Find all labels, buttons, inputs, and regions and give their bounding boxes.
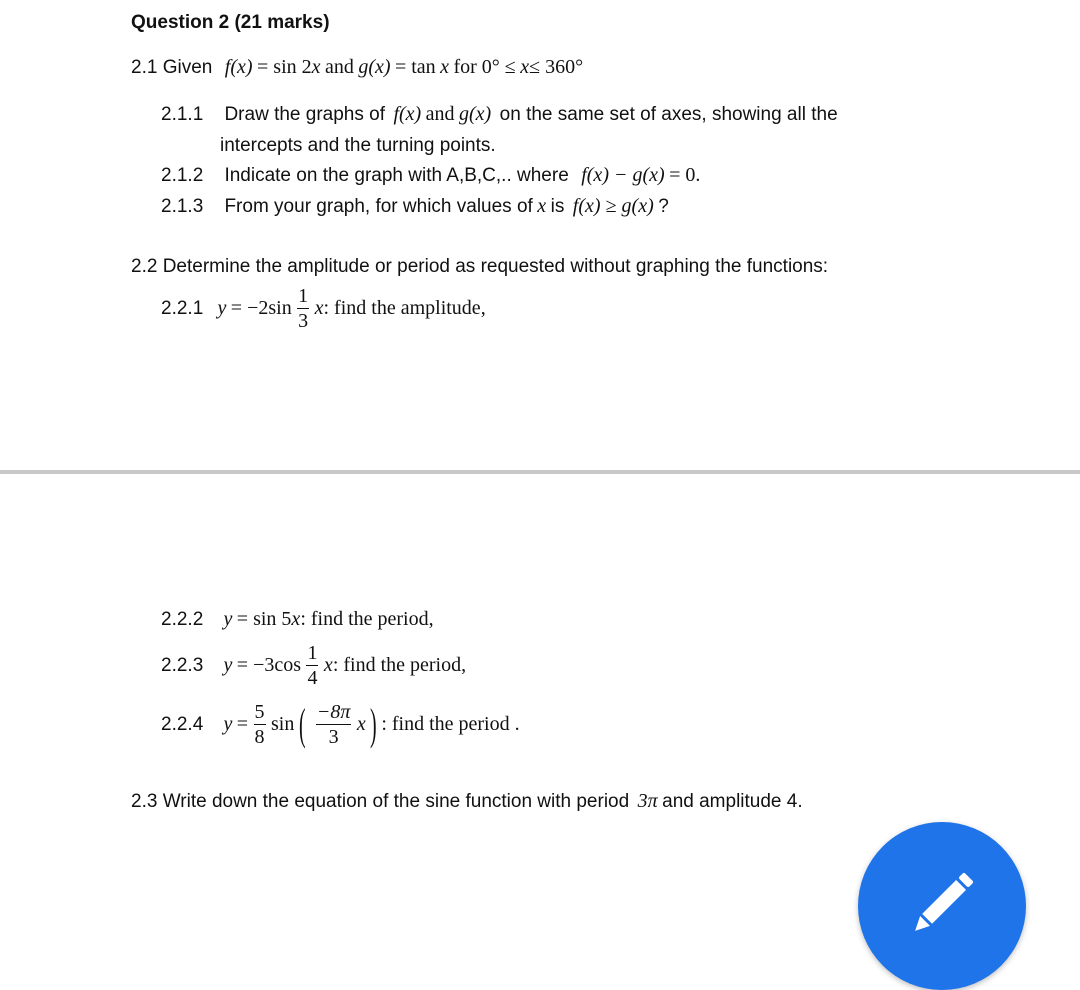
fx-symbol: f(x) [393,103,422,125]
domain-start: for 0° ≤ [453,56,516,78]
instruction: : find the period . [381,713,520,735]
variable-x: x [314,297,324,319]
item-2-2-4 [161,699,520,749]
item-number: 2.2.2 [161,609,204,630]
item-number: 2.1.1 [161,104,204,125]
variable-x: x [356,713,366,735]
pencil-icon [902,864,982,944]
page-divider [0,470,1080,474]
item-number: 2.2.1 [161,297,204,319]
inequality-expression: f(x) ≥ g(x) [572,195,654,217]
left-paren: ( [298,699,306,749]
fraction-numerator: 1 [307,642,318,664]
question-heading: Question 2 (21 marks) [131,12,330,33]
item-2-1-1-line-2: intercepts and the turning points. [220,135,496,156]
question-mark: ? [658,196,669,217]
fraction [306,643,318,688]
item-2-1-2 [161,164,700,187]
equals-sign: = [236,713,249,735]
fraction-denominator: 3 [298,310,309,332]
item-number: 2.2.3 [161,654,204,676]
instruction: : find the period, [300,608,434,630]
variable-x: x [323,654,333,676]
item-2-1-3 [161,195,669,218]
variable-x: x [311,56,321,78]
item-2-2-1 [161,286,486,331]
gx-definition: = tan [394,56,436,78]
section-text: 2.3 Write down the equation of the sine function with period [131,791,630,812]
item-text: Indicate on the graph with A,B,C,.. where [224,165,569,186]
variable-y: y [223,713,233,735]
item-text: on the same set of axes, showing all the [499,104,838,125]
domain-end: ≤ 360° [529,56,584,78]
fraction-coefficient [316,702,352,747]
instruction: : find the amplitude, [323,297,486,319]
fraction-numerator: 5 [254,701,265,723]
item-2-2-2 [161,608,434,631]
section-2-3 [131,790,803,813]
fx-definition: = sin 2 [257,56,312,78]
item-text: From your graph, for which values of [224,196,533,217]
equation-part: = sin 5 [236,608,292,630]
gx-symbol: g(x) [358,56,391,78]
right-paren: ) [370,699,377,749]
variable-y: y [223,608,233,630]
section-text: and amplitude 4. [662,791,803,812]
equation-part: = −3cos [236,654,302,676]
instruction: : find the period, [332,654,467,676]
variable-x: x [440,56,450,78]
variable-x: x [520,56,530,78]
fraction [297,286,309,331]
fraction-denominator: 4 [307,667,318,689]
and-word: and [425,103,455,125]
item-2-1-1 [161,103,838,126]
section-2-1-label: 2.1 Given [131,57,213,78]
fraction-amplitude [254,702,266,747]
fraction-numerator: 1 [298,285,309,307]
gx-symbol: g(x) [459,103,492,125]
variable-x: x [537,195,547,217]
item-text: is [550,196,565,217]
edit-button[interactable] [858,822,1026,990]
item-2-2-3 [161,643,466,688]
item-number: 2.1.3 [161,196,204,217]
and-word: and [324,56,354,78]
variable-y: y [217,297,227,319]
item-text: Draw the graphs of [224,104,385,125]
equals-zero: = 0. [669,164,701,186]
section-2-2-heading: 2.2 Determine the amplitude or period as requested without graphing the functions: [131,256,829,277]
fraction-denominator: 3 [328,726,339,748]
equation-part: = −2sin [230,297,292,319]
variable-x: x [291,608,301,630]
period-value: 3π [637,790,658,812]
fraction-numerator: −8π [316,701,351,723]
section-2-1 [131,56,583,79]
variable-y: y [223,654,233,676]
fx-symbol: f(x) [224,56,253,78]
sin-function: sin [270,713,295,735]
item-number: 2.2.4 [161,713,204,735]
difference-expression: f(x) − g(x) [581,164,665,186]
item-number: 2.1.2 [161,165,204,186]
fraction-denominator: 8 [254,726,265,748]
